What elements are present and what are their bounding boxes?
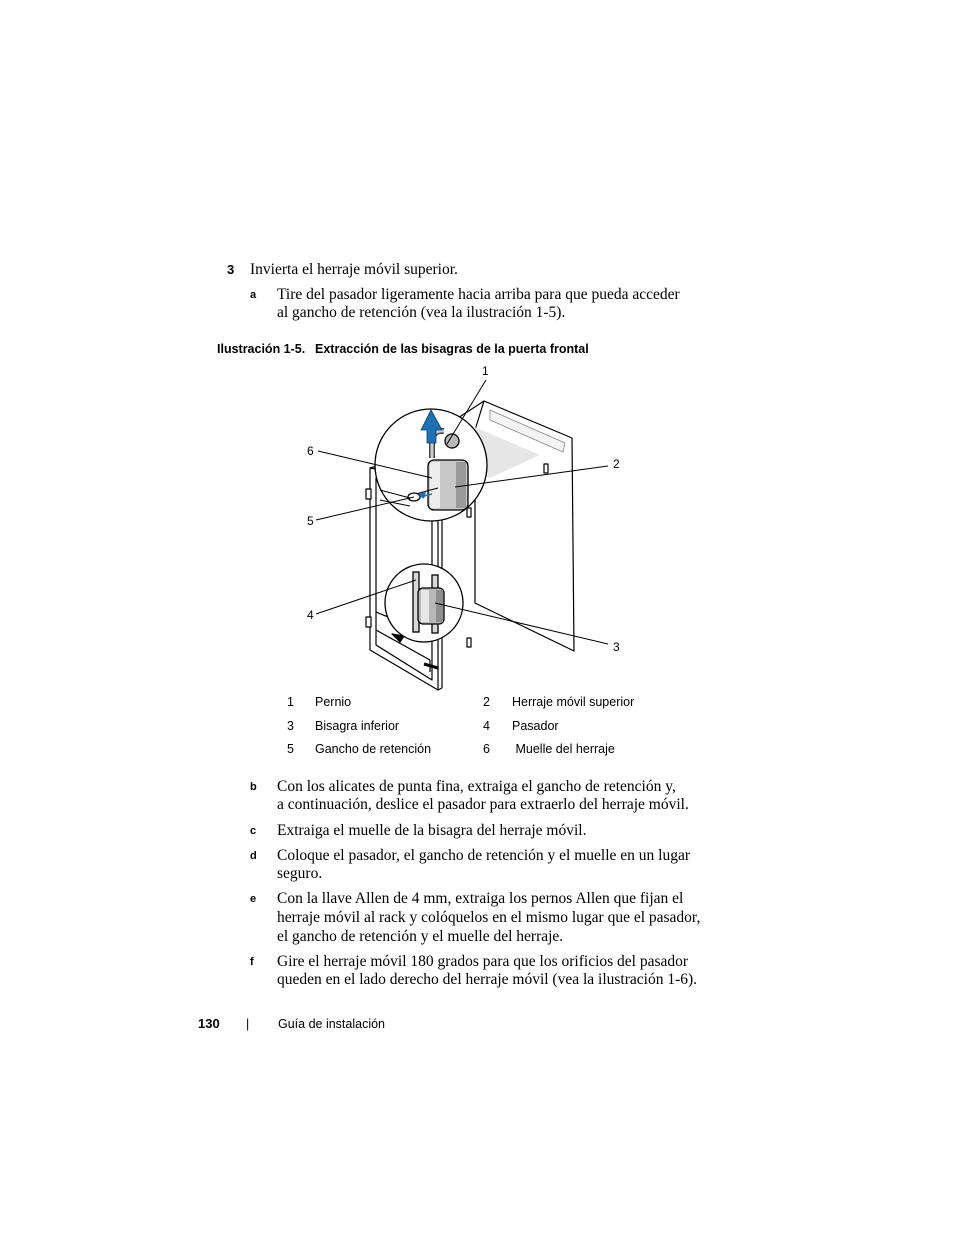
legend-label: Herraje móvil superior: [512, 695, 635, 709]
legend-num: 5: [287, 742, 294, 756]
substep-line: queden en el lado derecho del herraje móvil (vea la ilustración 1-6).: [277, 971, 698, 988]
footer-separator: |: [246, 1017, 250, 1031]
legend-label: Gancho de retención: [315, 742, 432, 756]
page-number: 130: [198, 1016, 220, 1031]
legend-num: 1: [287, 695, 294, 709]
substep-letter: e: [250, 893, 257, 905]
substep-letter: f: [250, 956, 254, 968]
figure-caption-label: Ilustración 1-5.: [217, 342, 306, 356]
substep-line: herraje móvil al rack y colóquelos en el mismo lugar que el pasador,: [277, 909, 701, 926]
callout-6: 6: [307, 444, 314, 458]
legend-label: Pernio: [315, 695, 352, 709]
step-text: Invierta el herraje móvil superior.: [250, 261, 458, 278]
legend-label: Muelle del herraje: [512, 742, 615, 756]
step-number: 3: [227, 262, 235, 277]
substep-line: al gancho de retención (vea la ilustración 1-5).: [277, 304, 566, 321]
legend-num: 2: [483, 695, 490, 709]
footer-title: Guía de instalación: [278, 1017, 386, 1031]
legend-label: Bisagra inferior: [315, 719, 400, 733]
legend-label: Pasador: [512, 719, 559, 733]
substep-line: Con la llave Allen de 4 mm, extraiga los pernos Allen que fijan el: [277, 890, 684, 907]
substep-line: Coloque el pasador, el gancho de retención y el muelle en un lugar: [277, 847, 690, 864]
callout-5: 5: [307, 514, 314, 528]
legend-num: 4: [483, 719, 490, 733]
legend-num: 3: [287, 719, 294, 733]
callout-3: 3: [613, 640, 620, 654]
callout-1: 1: [482, 364, 489, 378]
callout-2: 2: [613, 457, 620, 471]
callout-4: 4: [307, 608, 314, 622]
substep-letter: c: [250, 825, 257, 837]
substep-line: el gancho de retención y el muelle del herraje.: [277, 928, 564, 945]
substep-line: Gire el herraje móvil 180 grados para que los orificios del pasador: [277, 953, 689, 970]
substep-line: seguro.: [277, 865, 323, 882]
legend-num: 6: [483, 742, 490, 756]
substep-line: Extraiga el muelle de la bisagra del herraje móvil.: [277, 822, 587, 839]
substep-line: a continuación, deslice el pasador para extraerlo del herraje móvil.: [277, 796, 689, 813]
substep-letter: a: [250, 289, 257, 301]
substep-letter: b: [250, 781, 257, 793]
figure-caption-title: Extracción de las bisagras de la puerta frontal: [315, 342, 589, 356]
substep-line: Con los alicates de punta fina, extraiga el gancho de retención y,: [277, 778, 676, 795]
substep-line: Tire del pasador ligeramente hacia arriba para que pueda acceder: [277, 286, 680, 303]
substep-letter: d: [250, 850, 257, 862]
